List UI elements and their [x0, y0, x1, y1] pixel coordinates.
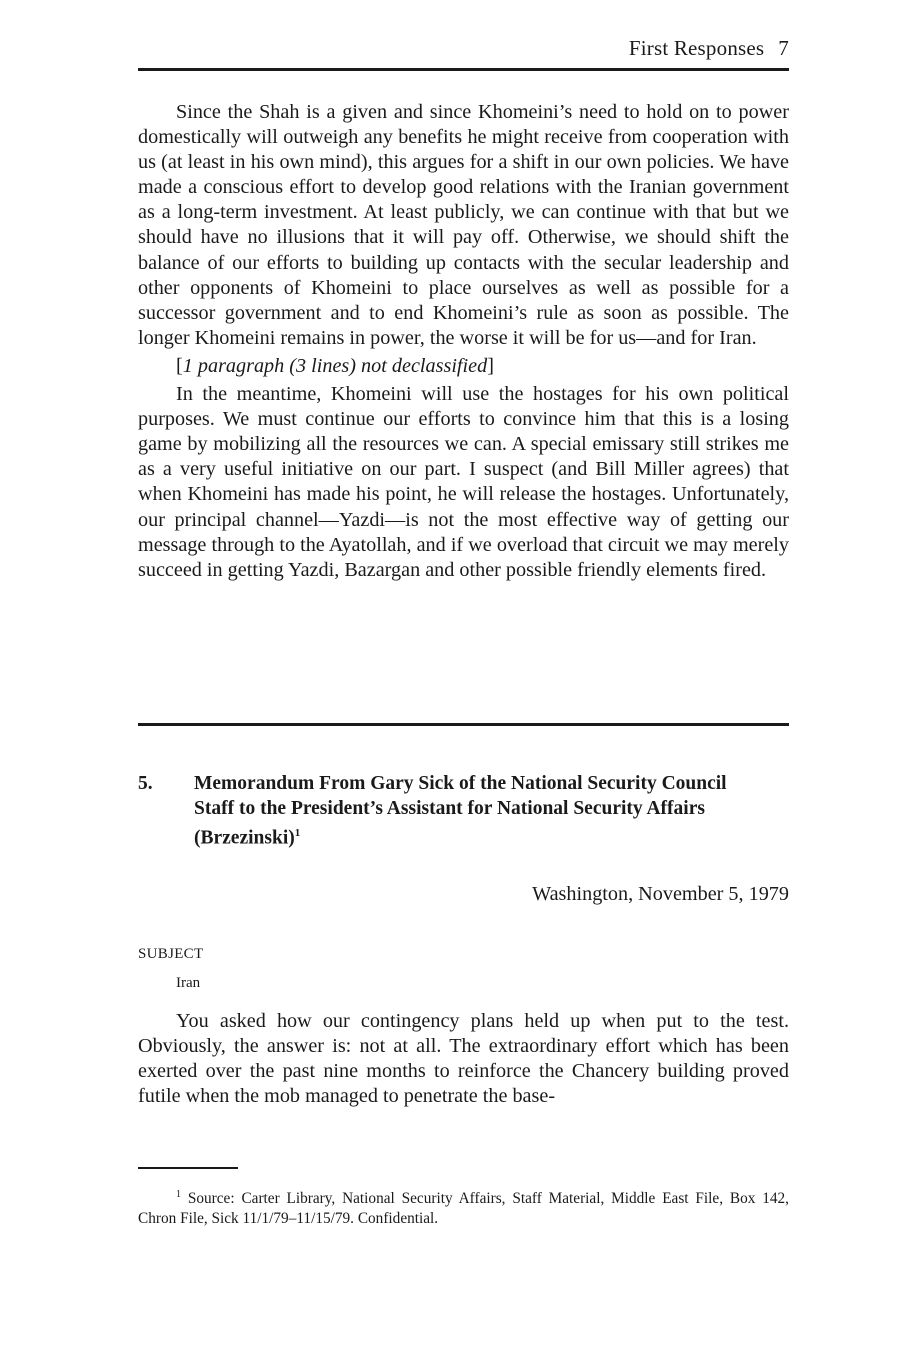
running-head: [629, 36, 789, 61]
header-rule: [138, 68, 789, 71]
subject-label: SUBJECT: [138, 946, 204, 962]
body-text: [138, 100, 789, 586]
redaction-text: 1 paragraph (3 lines) not declassified: [182, 354, 488, 377]
footnote-rule: [138, 1167, 238, 1169]
paragraph: In the meantime, Khomeini will use the hostages for his own political purposes. We must continue our efforts to convince him that this is a losing game by mobilizing all the resources we can. A special emissary still strikes me as a very useful initiative on our part. I suspect (and Bill Miller agrees) that when Khomeini has made his point, he will release the hostages. Unfortunately, our principal channel—Yazdi—is not the most effective way of getting our message through to the Ayatollah, and if we overload that circuit we may merely succeed in getting Yazdi, Bazargan and other possible friendly elements fired.: [138, 383, 789, 581]
section-rule: [138, 723, 789, 726]
page-number: 7: [778, 36, 789, 60]
redaction-note: [138, 354, 789, 379]
running-head-title: First Responses: [628, 36, 765, 60]
bracket-open: [: [176, 354, 183, 377]
footnote: [138, 1185, 789, 1229]
document-title-text: Memorandum From Gary Sick of the National Security Council Staff to the President’s Assistant for National Security Affairs (Brzezinski): [194, 773, 727, 849]
memo-text: [138, 1009, 789, 1109]
dateline: Washington, November 5, 1979: [532, 883, 789, 905]
footnote-marker: 1: [176, 1189, 181, 1200]
footnote-text: Source: Carter Library, National Security Affairs, Staff Material, Middle East File, Box 142, Chron File, Sick 11/1/79–11/15/79. Confidential.: [138, 1190, 789, 1228]
bracket-close: ]: [487, 354, 494, 377]
subject-value: Iran: [176, 975, 201, 991]
document-title: [194, 771, 754, 851]
document-number: 5.: [138, 773, 153, 794]
paragraph: You asked how our contingency plans held up when put to the test. Obviously, the answer is: not at all. The extraordinary effort which has been exerted over the past nine months to reinforce the Chancery building proved futile when the mob managed to penetrate the base-: [138, 1010, 789, 1108]
paragraph: Since the Shah is a given and since Khomeini’s need to hold on to power domestically will outweigh any benefits he might receive from cooperation with us (at least in his own mind), this argues for a shift in our own policies. We have made a conscious effort to develop good relations with the Iranian government as a long-term investment. At least publicly, we can continue with that but we should have no illusions that it will pay off. Otherwise, we should shift the balance of our efforts to building up contacts with the secular leadership and other opponents of Khomeini to place ourselves as well as possible for a successor government and to end Khomeini’s rule as soon as possible. The longer Khomeini remains in power, the worse it will be for us—and for Iran.: [138, 101, 789, 349]
footnote-ref[interactable]: 1: [294, 827, 301, 839]
